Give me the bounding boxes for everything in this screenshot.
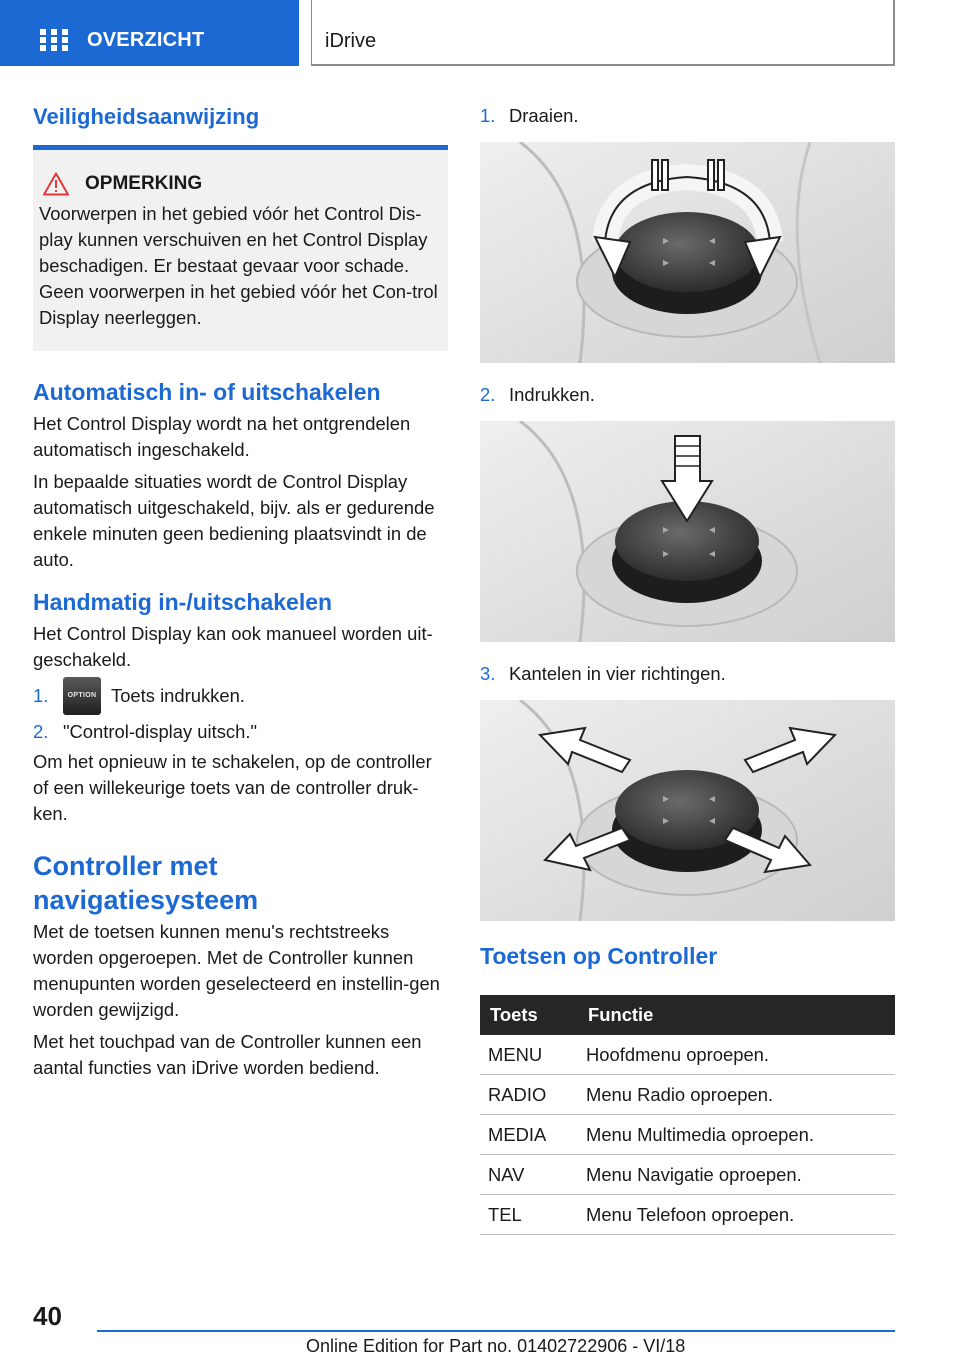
step-item [33, 677, 448, 715]
controller-heading: Controller met navigatiesysteem [33, 851, 259, 915]
auto-switch-heading: Automatisch in- of uitschakelen [33, 379, 381, 405]
table-row [480, 1155, 895, 1195]
section-title: iDrive [325, 30, 377, 52]
step-number: 2. [33, 721, 49, 742]
header-frame-bottom [311, 64, 895, 66]
controller-paragraph-2: Met het touchpad van de Controller kunnen een aantal functies van iDrive worden bediend. [33, 1031, 422, 1078]
right-column [480, 100, 895, 1235]
manual-switch-paragraph-2: Om het opnieuw in te schakelen, op de controller of een willekeurige toets van de controller druk-ken. [33, 751, 432, 824]
figure-step [480, 100, 895, 132]
step-text: Kantelen in vier richtingen. [509, 663, 726, 684]
figure-step [480, 658, 895, 690]
warning-triangle-icon [43, 172, 69, 196]
footer-rule [97, 1330, 895, 1332]
figure-step [480, 379, 895, 411]
table-row [480, 1115, 895, 1155]
step-number: 2. [480, 384, 496, 405]
function-cell: Hoofdmenu oproepen. [578, 1035, 895, 1075]
function-cell: Menu Multimedia oproepen. [578, 1115, 895, 1155]
controller-paragraph-1: Met de toetsen kunnen menu's rechtstreeks worden opgeroepen. Met de Controller kunnen menupunten worden geselecteerd en instellin-gen worden gewijzigd. [33, 921, 440, 1020]
function-cell: Menu Navigatie oproepen. [578, 1155, 895, 1195]
key-cell: MENU [480, 1035, 578, 1075]
column-header-function: Functie [578, 995, 895, 1035]
function-cell: Menu Telefoon oproepen. [578, 1195, 895, 1235]
rotate-controller-illustration [480, 142, 895, 363]
manual-switch-heading: Handmatig in-/uitschakelen [33, 589, 333, 615]
page-number: 40 [33, 1301, 62, 1331]
step-text: "Control-display uitsch." [63, 721, 257, 742]
note-label: OPMERKING [85, 173, 203, 194]
header-frame-right [893, 0, 895, 66]
step-number: 3. [480, 663, 496, 684]
step-text: Indrukken. [509, 384, 595, 405]
auto-switch-paragraph-2: In bepaalde situaties wordt de Control Display automatisch uitgeschakeld, bijv. als er gedurende enkele minuten geen bediening plaatsvindt in de auto. [33, 471, 435, 570]
key-cell: NAV [480, 1155, 578, 1195]
step-item [33, 719, 448, 745]
press-controller-illustration [480, 421, 895, 642]
key-cell: RADIO [480, 1075, 578, 1115]
step-number: 1. [480, 105, 496, 126]
table-row [480, 1195, 895, 1235]
left-column [33, 100, 448, 1087]
table-header-row [480, 995, 895, 1035]
manual-switch-paragraph-1: Het Control Display kan ook manueel worden uit-geschakeld. [33, 623, 433, 670]
header-divider [311, 0, 312, 66]
safety-heading: Veiligheidsaanwijzing [33, 104, 260, 129]
edition-footer: Online Edition for Part no. 01402722906 - VI/18 [306, 1336, 686, 1356]
manual-steps [33, 677, 448, 745]
function-cell: Menu Radio oproepen. [578, 1075, 895, 1115]
column-header-key: Toets [480, 995, 578, 1035]
controller-keys-heading: Toetsen op Controller [480, 943, 718, 969]
auto-switch-paragraph-1: Het Control Display wordt na het ontgrendelen automatisch ingeschakeld. [33, 413, 411, 460]
key-cell: TEL [480, 1195, 578, 1235]
overview-tab-label: OVERZICHT [87, 29, 205, 51]
grid-menu-icon [40, 29, 68, 51]
controller-keys-table [480, 995, 895, 1235]
note-header [39, 172, 438, 196]
step-text: Toets indrukken. [111, 685, 245, 706]
step-number: 1. [33, 685, 49, 706]
note-box [33, 150, 448, 351]
overview-tab[interactable] [0, 0, 299, 66]
option-button-icon: OPTION [63, 677, 101, 715]
table-row [480, 1075, 895, 1115]
key-cell: MEDIA [480, 1115, 578, 1155]
tilt-controller-illustration [480, 700, 895, 921]
note-text: Voorwerpen in het gebied vóór het Control Dis-play kunnen verschuiven en het Control Display beschadigen. Er bestaat gevaar voor schade. Geen voorwerpen in het gebied vóór het Con-trol Display neerleggen. [39, 203, 438, 328]
table-row [480, 1035, 895, 1075]
step-text: Draaien. [509, 105, 579, 126]
